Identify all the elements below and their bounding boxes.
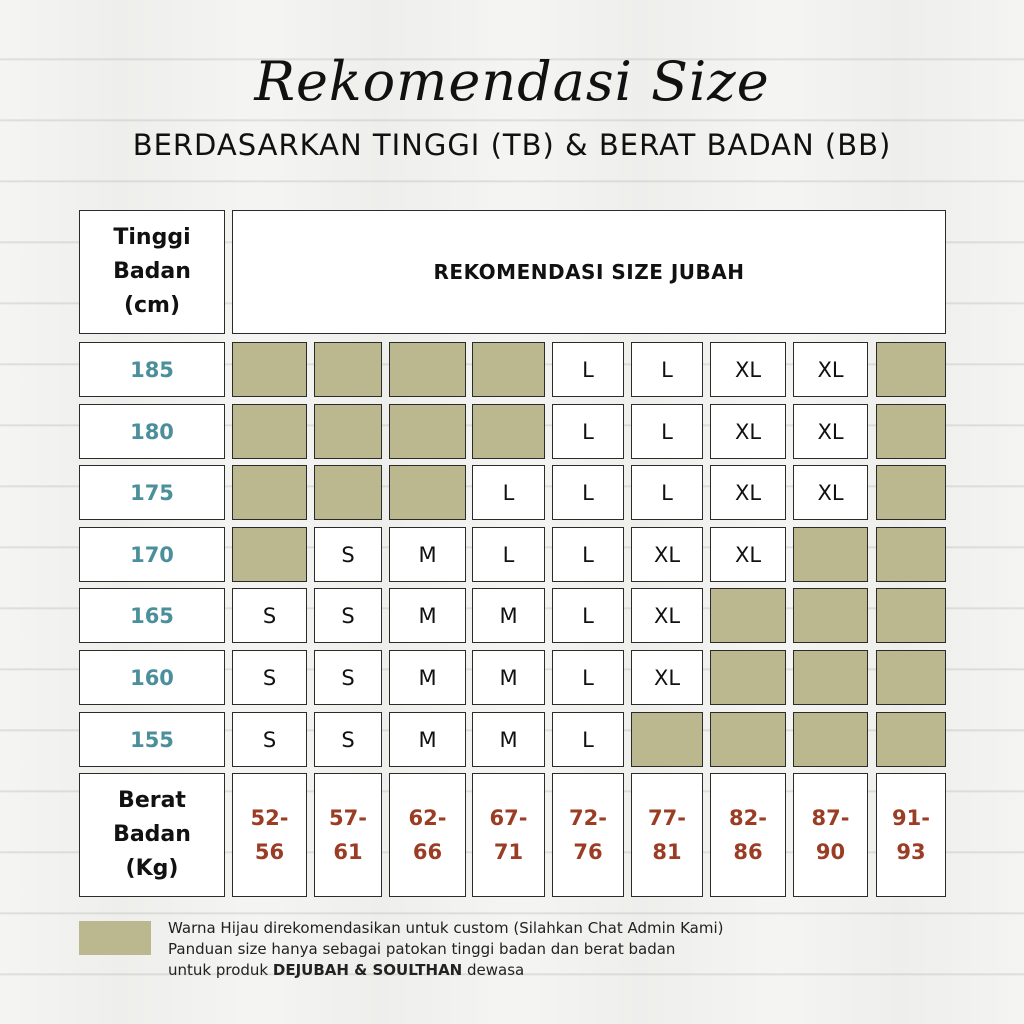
size-cell [710,465,786,520]
legend-line-2: Panduan size hanya sebagai patokan tinggi badan dan berat badan [168,940,676,958]
size-cell [710,404,786,459]
size-value: XL [734,480,762,505]
size-cell [314,527,382,582]
size-cell [472,465,545,520]
size-cell [552,342,624,397]
size-value: S [262,727,277,752]
legend-line-3-prefix: untuk produk [168,961,273,979]
size-cell [552,465,624,520]
size-cell [631,404,703,459]
size-cell [631,650,703,705]
custom-size-cell [876,527,946,582]
size-value: XL [734,542,762,567]
custom-size-cell [314,465,382,520]
size-cell [389,712,466,767]
size-cell [232,650,307,705]
custom-size-cell [314,342,382,397]
height-cell [79,404,225,459]
size-cell [793,404,868,459]
size-value: L [502,480,515,505]
height-cell [79,342,225,397]
custom-size-cell [631,712,703,767]
size-value: S [341,665,355,690]
size-cell [314,712,382,767]
legend-line-1: Warna Hijau direkomendasikan untuk custom (Silahkan Chat Admin Kami) [168,919,724,937]
height-header-cell [79,210,225,334]
weight-range: 72- 76 [569,806,607,864]
size-cell [710,527,786,582]
size-cell [472,650,545,705]
size-cell [793,465,868,520]
weight-range: 67- 71 [489,806,528,864]
custom-size-cell [793,588,868,643]
custom-size-cell [232,404,307,459]
weight-range: 87- 90 [811,806,850,864]
size-value: L [661,357,673,382]
size-value: L [582,727,594,752]
green-legend-swatch [79,921,151,955]
size-value: L [582,419,594,444]
weight-range: 52- 56 [250,806,289,864]
height-cell [79,527,225,582]
size-value: M [418,603,437,628]
size-cell [710,342,786,397]
size-value: L [582,357,594,382]
size-cell [472,527,545,582]
weight-range: 77- 81 [648,806,686,864]
weight-cell [710,773,786,897]
custom-size-cell [710,712,786,767]
height-value: 180 [130,419,174,444]
custom-size-cell [314,404,382,459]
custom-size-cell [876,712,946,767]
size-value: L [582,665,594,690]
size-cell [631,465,703,520]
custom-size-cell [876,342,946,397]
size-cell [552,588,624,643]
height-value: 185 [130,357,174,382]
page-title: Rekomendasi Size [254,50,770,113]
weight-range: 91- 93 [892,806,930,864]
custom-size-cell [710,588,786,643]
size-cell [389,650,466,705]
legend-line-3 [168,960,723,981]
weight-cell [232,773,307,897]
weight-cell [793,773,868,897]
custom-size-cell [472,404,545,459]
size-value: XL [653,665,681,690]
size-value: S [341,727,355,752]
weight-range: 57- 61 [329,806,367,864]
size-value: XL [653,603,681,628]
size-cell [552,650,624,705]
height-value: 155 [130,727,174,752]
size-value: XL [734,419,762,444]
weight-header-label: Berat Badan (Kg) [113,788,191,881]
custom-size-cell [710,650,786,705]
size-cell [552,527,624,582]
size-value: S [341,542,355,567]
height-value: 175 [130,480,174,505]
height-header-label: Tinggi Badan (cm) [113,225,191,318]
custom-size-cell [389,342,466,397]
custom-size-cell [793,650,868,705]
size-value: L [502,542,515,567]
size-value: S [262,603,277,628]
custom-size-cell [876,404,946,459]
custom-size-cell [876,650,946,705]
weight-cell [472,773,545,897]
custom-size-cell [389,465,466,520]
size-value: M [499,665,518,690]
size-value: L [582,480,594,505]
custom-size-cell [876,465,946,520]
custom-size-cell [793,527,868,582]
custom-size-cell [232,527,307,582]
height-cell [79,465,225,520]
size-header-label: REKOMENDASI SIZE JUBAH [433,260,745,284]
size-value: XL [734,357,762,382]
legend-text [168,918,723,981]
height-value: 160 [130,665,174,690]
weight-cell [876,773,946,897]
weight-cell [314,773,382,897]
size-header-cell [232,210,946,334]
weight-header-cell [79,773,225,897]
size-value: L [582,542,594,567]
legend-line-3-suffix: dewasa [462,961,525,979]
size-value: XL [817,357,844,382]
size-cell [552,712,624,767]
custom-size-cell [472,342,545,397]
custom-size-cell [389,404,466,459]
custom-size-cell [232,342,307,397]
weight-range: 62- 66 [408,806,447,864]
size-value: S [262,665,277,690]
size-value: XL [817,480,844,505]
page-subtitle: BERDASARKAN TINGGI (TB) & BERAT BADAN (BB) [132,128,892,162]
height-value: 165 [130,603,174,628]
legend-brand-names: DEJUBAH & SOULTHAN [272,961,463,979]
size-value: XL [653,542,681,567]
height-cell [79,588,225,643]
custom-size-cell [232,465,307,520]
size-value: XL [817,419,844,444]
size-value: L [582,603,594,628]
size-cell [472,712,545,767]
size-cell [793,342,868,397]
weight-cell [631,773,703,897]
weight-range: 82- 86 [729,806,767,864]
size-value: L [661,480,673,505]
size-cell [389,588,466,643]
size-cell [389,527,466,582]
size-cell [232,588,307,643]
size-cell [314,588,382,643]
size-value: M [418,665,437,690]
size-value: M [499,603,518,628]
size-value: L [661,419,673,444]
size-value: M [418,727,437,752]
size-value: M [499,727,518,752]
size-cell [631,588,703,643]
custom-size-cell [793,712,868,767]
size-cell [314,650,382,705]
height-cell [79,712,225,767]
size-value: S [341,603,355,628]
size-value: M [418,542,437,567]
size-cell [472,588,545,643]
size-cell [631,527,703,582]
height-cell [79,650,225,705]
custom-size-cell [876,588,946,643]
weight-cell [389,773,466,897]
size-cell [552,404,624,459]
size-cell [631,342,703,397]
size-cell [232,712,307,767]
weight-cell [552,773,624,897]
height-value: 170 [130,542,174,567]
